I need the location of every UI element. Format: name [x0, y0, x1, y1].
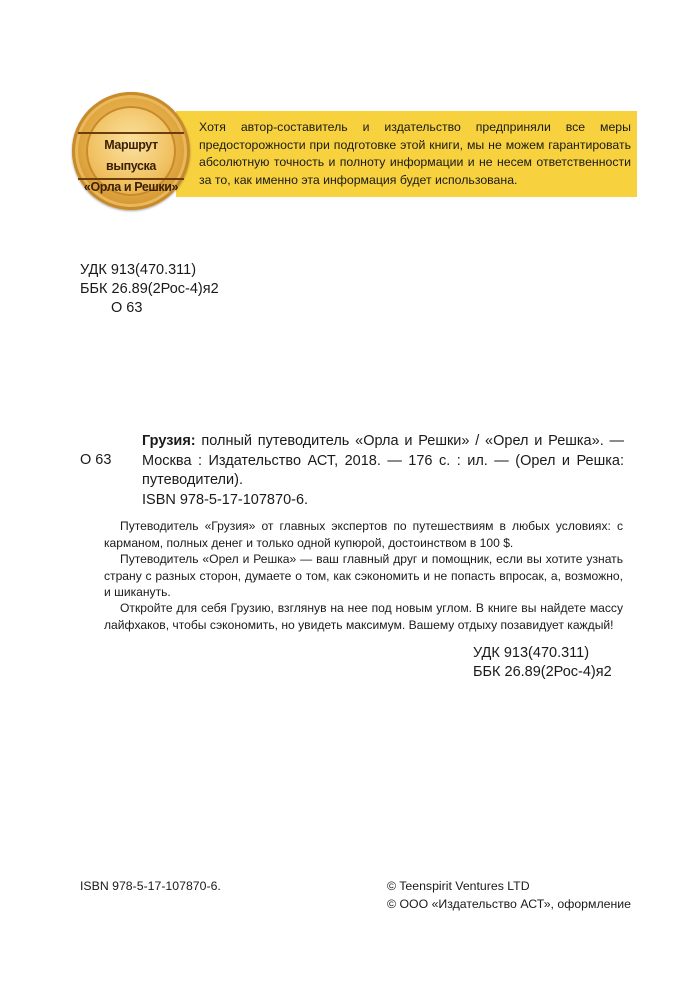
medallion-divider-top [78, 132, 184, 134]
footer-isbn: ISBN 978-5-17-107870-6. [80, 879, 221, 893]
medallion-text [78, 135, 184, 198]
annotation-paragraph-2: Путеводитель «Орел и Решка» — ваш главный друг и помощник, если вы хотите узнать страну с разных сторон, думаете о том, как сэкономить и не попасть впросак, а, возможно, и шикануть. [104, 552, 623, 599]
bbk-code-bottom: ББК 26.89(2Рос-4)я2 [473, 664, 612, 680]
medallion-line-2: «Орла и Решки» [83, 180, 179, 194]
medallion-line-1: Маршрут выпуска [104, 138, 158, 173]
udk-code-bottom: УДК 913(470.311) [473, 645, 590, 661]
annotation-paragraph-3: Откройте для себя Грузию, взглянув на нее под новым углом. В книге вы найдете массу лайфхаков, чтобы сэкономить, но увидеть максимум. Вашему отдыху позавидует каждый! [104, 601, 623, 632]
udk-code: УДК 913(470.311) [80, 262, 197, 278]
annotation-paragraph-1: Путеводитель «Грузия» от главных экспертов по путешествиям в любых условиях: с карманом, полных денег и только одной купюрой, достоинством в 100 $. [104, 519, 623, 550]
author-mark: О 63 [111, 300, 143, 316]
catalog-entry [142, 432, 624, 491]
entry-author-mark: О 63 [80, 452, 112, 468]
copyright-teenspirit: © Teenspirit Ventures LTD [387, 879, 530, 893]
disclaimer-text: Хотя автор-составитель и издательство предприняли все меры предосторожности при подготовке этой книги, мы не можем гарантировать абсолютную точность и полноту информации и не несем ответственности за то, как именно эта информация будет использована. [199, 120, 631, 187]
copyright-ast: © ООО «Издательство АСТ», оформление [387, 897, 631, 911]
entry-isbn: ISBN 978-5-17-107870-6. [142, 492, 309, 508]
entry-title: Грузия: [142, 433, 196, 449]
entry-description: полный путеводитель «Орла и Решки» / «Орел и Решка». — Москва : Издательство АСТ, 2018. — 176 с. : ил. — (Орел и Решка: путеводители). [142, 433, 624, 488]
medallion-divider-bottom [78, 178, 184, 180]
bbk-code: ББК 26.89(2Рос-4)я2 [80, 281, 219, 297]
